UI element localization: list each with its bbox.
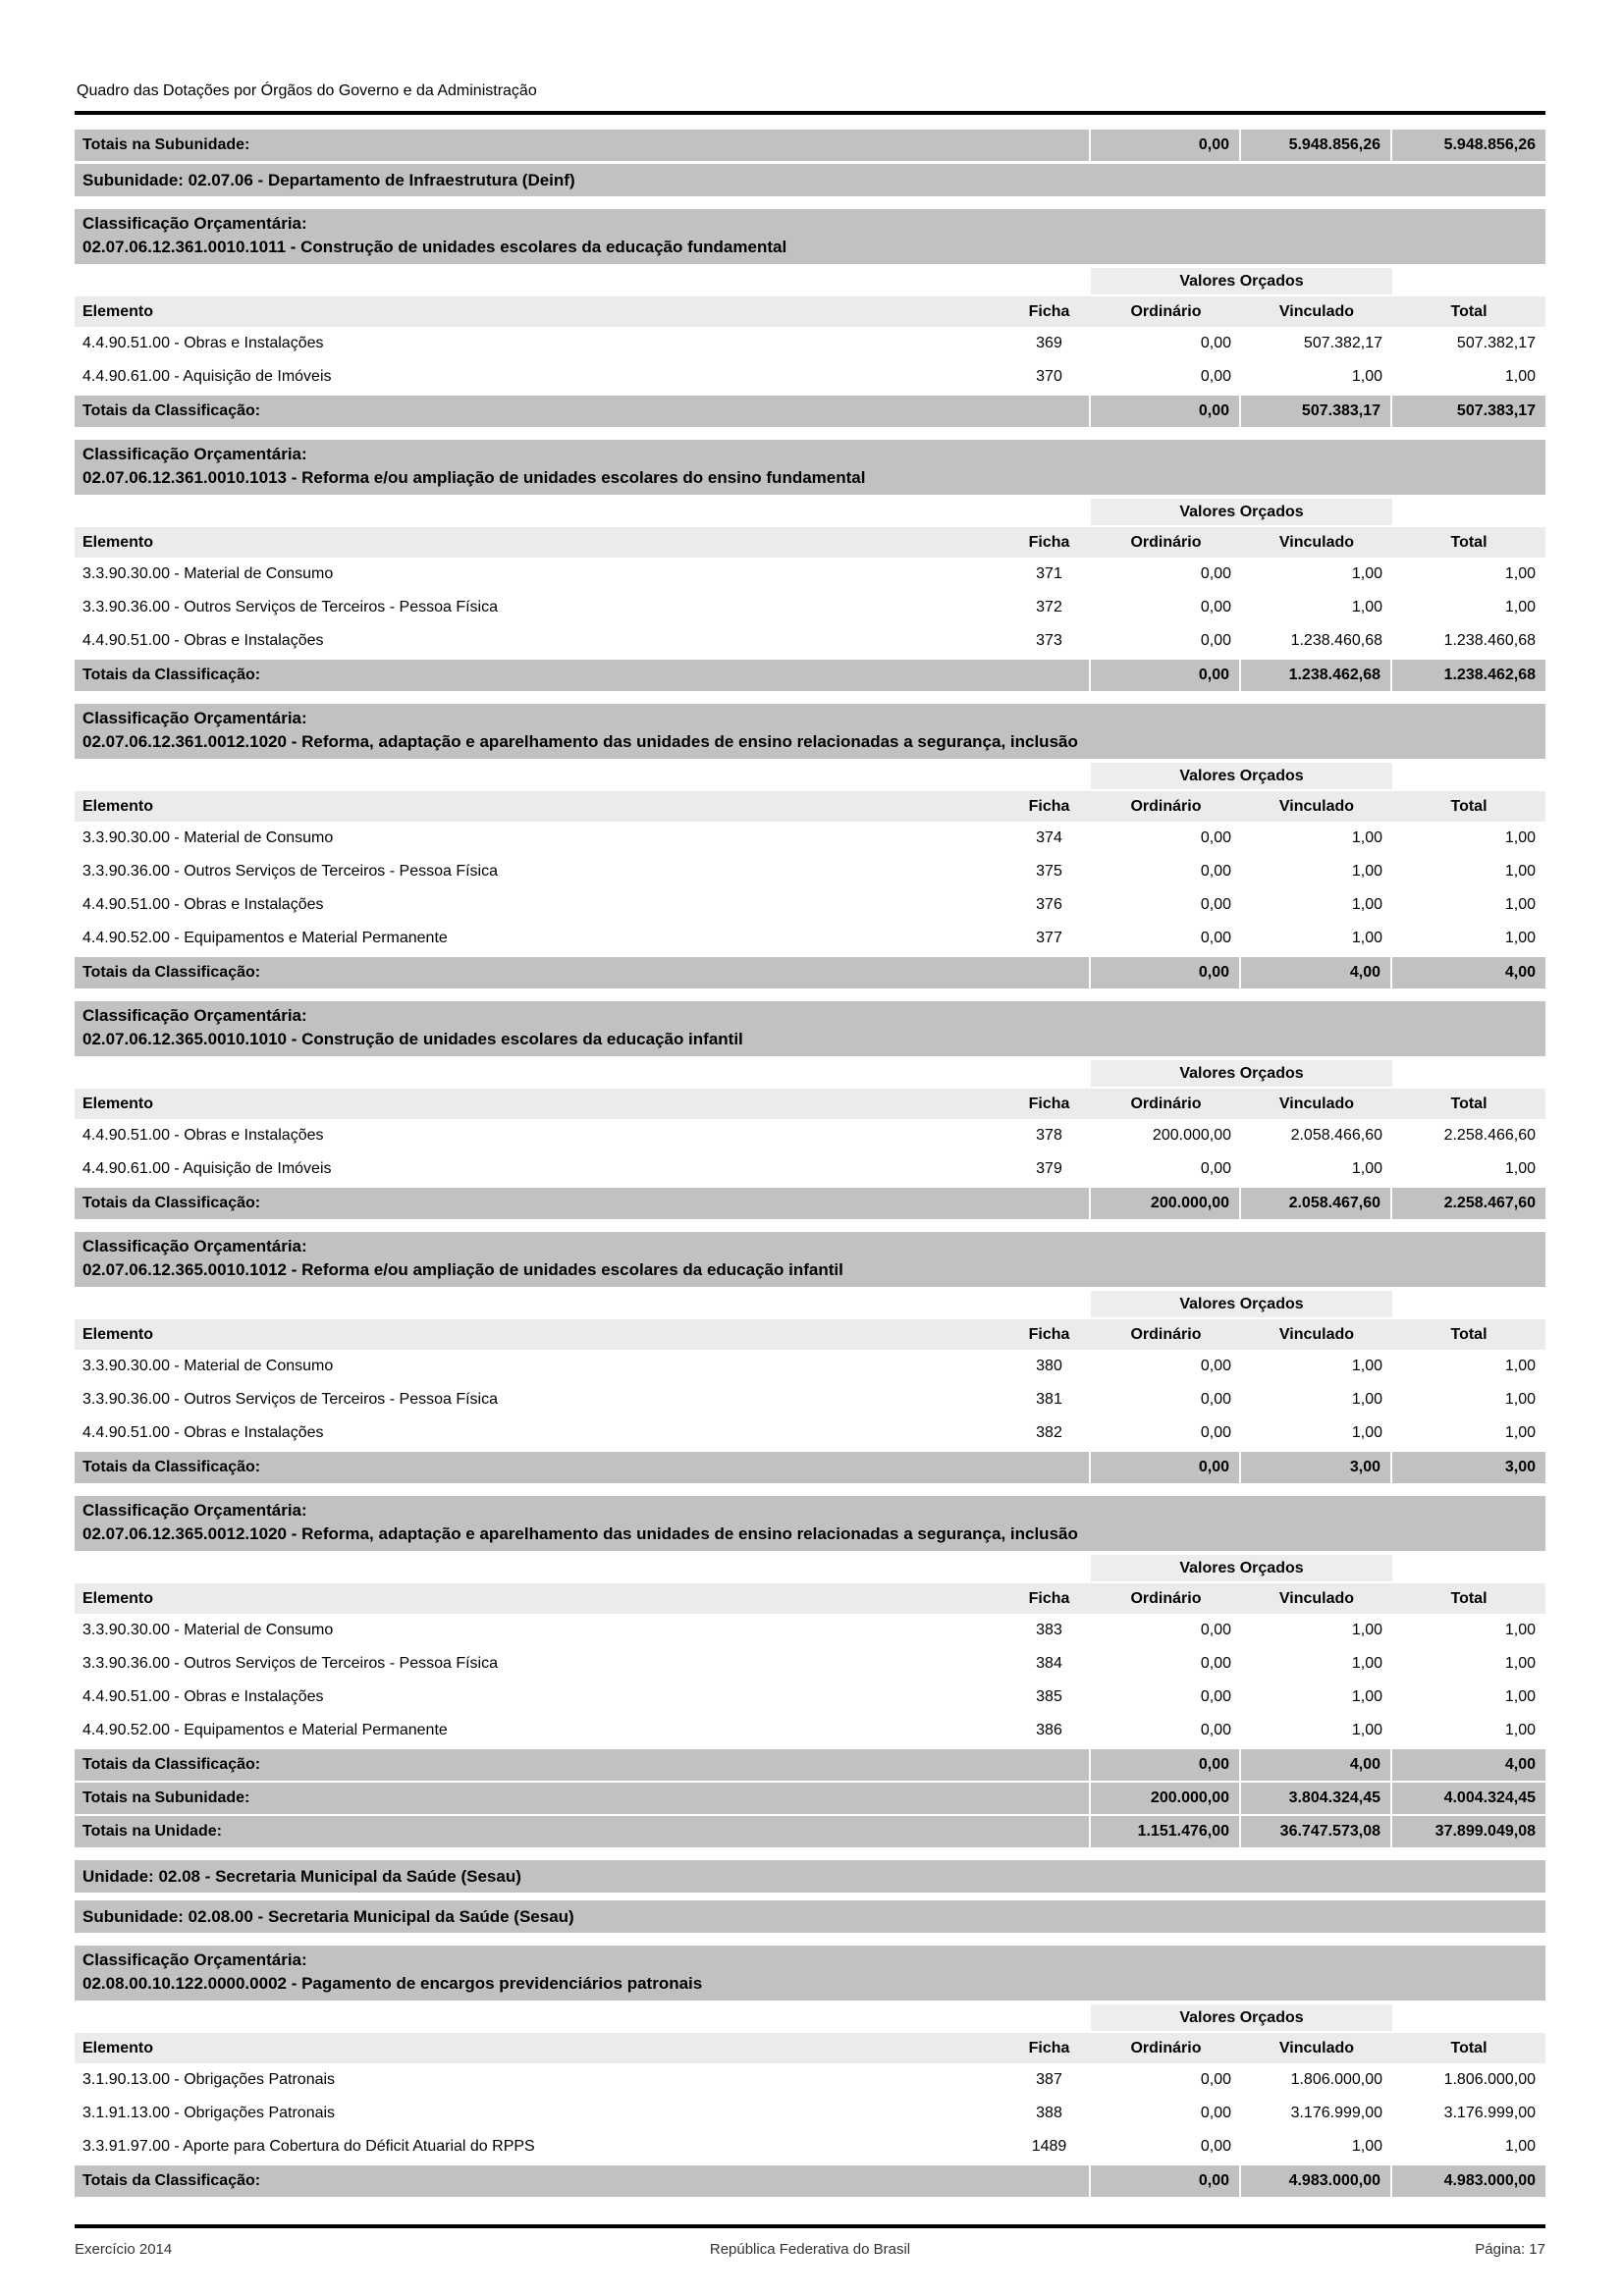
totals-total-value: 4.983.000,00 [1392, 2165, 1545, 2197]
totals-label: Totais da Classificação: [75, 1452, 1091, 1483]
ordinario-value: 0,00 [1200, 2071, 1231, 2088]
ficha-number: 384 [1036, 1655, 1062, 1672]
col-header-ordinario: Ordinário [1130, 303, 1202, 320]
total-value: 1,00 [1504, 863, 1536, 880]
totals-ordinario-value: 200.000,00 [1091, 1783, 1241, 1814]
classification-header [75, 1001, 1545, 1056]
totals-total-value: 3,00 [1392, 1452, 1545, 1483]
element-name: 3.3.90.36.00 - Outros Serviços de Terceiros - Pessoa Física [82, 1391, 499, 1408]
element-row [75, 822, 1545, 855]
classification-header [75, 1232, 1545, 1287]
totals-total-value: 4,00 [1392, 1749, 1545, 1781]
col-header-elemento: Elemento [82, 1326, 154, 1343]
classification-code-title: 02.07.06.12.365.0010.1012 - Reforma e/ou ampliação de unidades escolares da educação infantil [82, 1260, 843, 1279]
element-name: 3.3.90.30.00 - Material de Consumo [82, 829, 334, 846]
totals-total-value: 4,00 [1392, 957, 1545, 988]
ordinario-value: 0,00 [1200, 599, 1231, 615]
element-row [75, 1614, 1545, 1647]
ordinario-value: 0,00 [1200, 1391, 1231, 1408]
ordinario-value: 0,00 [1200, 1160, 1231, 1177]
element-name: 4.4.90.51.00 - Obras e Instalações [82, 1424, 324, 1441]
vinculado-value: 1,00 [1351, 2138, 1382, 2155]
totals-total-value: 5.948.856,26 [1392, 130, 1545, 161]
element-row [75, 1383, 1545, 1416]
footer-country: República Federativa do Brasil [709, 2241, 911, 2258]
section-title-bar: Subunidade: 02.08.00 - Secretaria Municipal da Saúde (Sesau) [75, 1900, 1545, 1933]
vinculado-value: 1,00 [1351, 1722, 1382, 1738]
totals-vinculado-value: 4,00 [1241, 1749, 1392, 1781]
totals-vinculado-value: 4,00 [1241, 957, 1392, 988]
vinculado-value: 1.238.460,68 [1290, 632, 1382, 649]
classification-block [75, 1232, 1545, 1483]
valores-orcados-band-row [75, 1555, 1545, 1581]
totals-vinculado-value: 2.058.467,60 [1241, 1188, 1392, 1219]
column-header-row [75, 791, 1545, 822]
vinculado-value: 1,00 [1351, 1358, 1382, 1374]
totals-ordinario-value: 0,00 [1091, 2165, 1241, 2197]
classification-header-label: Classificação Orçamentária: [82, 1006, 307, 1025]
col-header-total: Total [1450, 2040, 1488, 2056]
col-header-vinculado: Vinculado [1278, 1590, 1355, 1607]
col-header-ficha: Ficha [1028, 534, 1070, 551]
element-name: 3.1.91.13.00 - Obrigações Patronais [82, 2105, 336, 2121]
element-name: 4.4.90.51.00 - Obras e Instalações [82, 335, 324, 351]
ficha-number: 369 [1036, 335, 1062, 351]
valores-orcados-band: Valores Orçados [1091, 1060, 1392, 1087]
element-row [75, 2097, 1545, 2130]
col-header-elemento: Elemento [82, 1590, 154, 1607]
ordinario-value: 0,00 [1200, 930, 1231, 946]
classification-header-label: Classificação Orçamentária: [82, 1237, 307, 1255]
col-header-total: Total [1450, 1590, 1488, 1607]
ordinario-value: 0,00 [1200, 1622, 1231, 1638]
col-header-vinculado: Vinculado [1278, 2040, 1355, 2056]
vinculado-value: 2.058.466,60 [1290, 1127, 1382, 1144]
classification-header [75, 1946, 1545, 2001]
classification-block [75, 1001, 1545, 1219]
totals-vinculado-value: 3,00 [1241, 1452, 1392, 1483]
element-row [75, 558, 1545, 591]
ficha-number: 383 [1036, 1622, 1062, 1638]
total-value: 1,00 [1504, 1655, 1536, 1672]
vinculado-value: 1,00 [1351, 930, 1382, 946]
total-value: 1,00 [1504, 1424, 1536, 1441]
col-header-vinculado: Vinculado [1278, 303, 1355, 320]
totals-total-value: 4.004.324,45 [1392, 1783, 1545, 1814]
element-row [75, 360, 1545, 394]
ordinario-value: 0,00 [1200, 1655, 1231, 1672]
element-name: 3.3.90.36.00 - Outros Serviços de Terceiros - Pessoa Física [82, 863, 499, 880]
col-header-ficha: Ficha [1028, 1095, 1070, 1112]
element-name: 3.3.90.30.00 - Material de Consumo [82, 565, 334, 582]
totals-ordinario-value: 0,00 [1091, 396, 1241, 427]
column-header-row [75, 296, 1545, 327]
report-body [75, 128, 1545, 2197]
ficha-number: 376 [1036, 896, 1062, 913]
totals-ordinario-value: 0,00 [1091, 1749, 1241, 1781]
ficha-number: 379 [1036, 1160, 1062, 1177]
totals-label: Totais da Classificação: [75, 2165, 1091, 2197]
col-header-ficha: Ficha [1028, 303, 1070, 320]
ficha-number: 374 [1036, 829, 1062, 846]
total-value: 507.382,17 [1456, 335, 1536, 351]
valores-orcados-band-row [75, 268, 1545, 294]
classification-block [75, 704, 1545, 988]
col-header-elemento: Elemento [82, 534, 154, 551]
valores-orcados-band-row [75, 763, 1545, 789]
vinculado-value: 1,00 [1351, 1655, 1382, 1672]
total-value: 1,00 [1504, 1722, 1536, 1738]
total-value: 1.806.000,00 [1443, 2071, 1536, 2088]
element-row [75, 1119, 1545, 1152]
total-value: 3.176.999,00 [1443, 2105, 1536, 2121]
ficha-number: 371 [1036, 565, 1062, 582]
totals-row [75, 1749, 1545, 1781]
classification-header [75, 704, 1545, 759]
totals-row [75, 957, 1545, 988]
col-header-ficha: Ficha [1028, 1590, 1070, 1607]
footer-exercise-year: Exercício 2014 [75, 2241, 173, 2258]
classification-code-title: 02.07.06.12.361.0010.1011 - Construção de unidades escolares da educação fundamental [82, 238, 787, 256]
totals-label: Totais da Classificação: [75, 660, 1091, 691]
element-name: 3.3.91.97.00 - Aporte para Cobertura do Déficit Atuarial do RPPS [82, 2138, 535, 2155]
col-header-total: Total [1450, 798, 1488, 815]
classification-header-label: Classificação Orçamentária: [82, 1501, 307, 1520]
col-header-total: Total [1450, 1095, 1488, 1112]
valores-orcados-band-row [75, 2004, 1545, 2031]
valores-orcados-band-row [75, 499, 1545, 525]
vinculado-value: 1,00 [1351, 565, 1382, 582]
ordinario-value: 0,00 [1200, 335, 1231, 351]
element-row [75, 1152, 1545, 1186]
col-header-ordinario: Ordinário [1130, 798, 1202, 815]
element-name: 3.3.90.30.00 - Material de Consumo [82, 1358, 334, 1374]
valores-orcados-band: Valores Orçados [1091, 268, 1392, 294]
totals-row [75, 1452, 1545, 1483]
total-value: 1,00 [1504, 2138, 1536, 2155]
classification-header-label: Classificação Orçamentária: [82, 214, 307, 233]
element-name: 4.4.90.61.00 - Aquisição de Imóveis [82, 1160, 332, 1177]
element-name: 3.3.90.36.00 - Outros Serviços de Terceiros - Pessoa Física [82, 599, 499, 615]
vinculado-value: 3.176.999,00 [1290, 2105, 1382, 2121]
col-header-ordinario: Ordinário [1130, 1590, 1202, 1607]
col-header-elemento: Elemento [82, 1095, 154, 1112]
ficha-number: 382 [1036, 1424, 1062, 1441]
vinculado-value: 1,00 [1351, 896, 1382, 913]
vinculado-value: 1,00 [1351, 863, 1382, 880]
totals-ordinario-value: 0,00 [1091, 660, 1241, 691]
column-header-row [75, 2033, 1545, 2063]
valores-orcados-band-row [75, 1060, 1545, 1087]
classification-code-title: 02.08.00.10.122.0000.0002 - Pagamento de encargos previdenciários patronais [82, 1974, 703, 1993]
ordinario-value: 0,00 [1200, 829, 1231, 846]
valores-orcados-band: Valores Orçados [1091, 1291, 1392, 1317]
classification-header [75, 209, 1545, 264]
totals-row [75, 660, 1545, 691]
ficha-number: 1489 [1031, 2138, 1067, 2155]
totals-ordinario-value: 200.000,00 [1091, 1188, 1241, 1219]
ficha-number: 380 [1036, 1358, 1062, 1374]
col-header-ordinario: Ordinário [1130, 1326, 1202, 1343]
classification-block [75, 1496, 1545, 1781]
totals-total-value: 37.899.049,08 [1392, 1816, 1545, 1847]
total-value: 1,00 [1504, 829, 1536, 846]
total-value: 1,00 [1504, 565, 1536, 582]
element-row [75, 888, 1545, 922]
element-name: 4.4.90.61.00 - Aquisição de Imóveis [82, 368, 332, 385]
total-value: 1,00 [1504, 1622, 1536, 1638]
valores-orcados-band: Valores Orçados [1091, 2004, 1392, 2031]
ordinario-value: 0,00 [1200, 2138, 1231, 2155]
col-header-elemento: Elemento [82, 798, 154, 815]
element-row [75, 1647, 1545, 1681]
ordinario-value: 0,00 [1200, 896, 1231, 913]
classification-header-label: Classificação Orçamentária: [82, 445, 307, 463]
element-row [75, 855, 1545, 888]
col-header-elemento: Elemento [82, 2040, 154, 2056]
footer-rule [75, 2224, 1545, 2228]
valores-orcados-band-row [75, 1291, 1545, 1317]
ficha-number: 378 [1036, 1127, 1062, 1144]
classification-header-label: Classificação Orçamentária: [82, 709, 307, 727]
totals-label: Totais da Classificação: [75, 396, 1091, 427]
totals-vinculado-value: 4.983.000,00 [1241, 2165, 1392, 2197]
element-row [75, 591, 1545, 624]
totals-ordinario-value: 0,00 [1091, 1452, 1241, 1483]
ordinario-value: 0,00 [1200, 565, 1231, 582]
element-row [75, 922, 1545, 955]
totals-ordinario-value: 0,00 [1091, 130, 1241, 161]
totals-row [75, 2165, 1545, 2197]
element-row [75, 1714, 1545, 1747]
totals-label: Totais na Subunidade: [75, 130, 1091, 161]
section-title-bar: Unidade: 02.08 - Secretaria Municipal da Saúde (Sesau) [75, 1860, 1545, 1893]
element-row [75, 2130, 1545, 2163]
total-value: 1,00 [1504, 368, 1536, 385]
vinculado-value: 1,00 [1351, 829, 1382, 846]
ordinario-value: 0,00 [1200, 1688, 1231, 1705]
valores-orcados-band: Valores Orçados [1091, 499, 1392, 525]
totals-row [75, 1188, 1545, 1219]
col-header-vinculado: Vinculado [1278, 1095, 1355, 1112]
classification-header [75, 440, 1545, 495]
col-header-ficha: Ficha [1028, 2040, 1070, 2056]
total-value: 1,00 [1504, 1358, 1536, 1374]
classification-block [75, 209, 1545, 427]
totals-vinculado-value: 5.948.856,26 [1241, 130, 1392, 161]
ordinario-value: 0,00 [1200, 1424, 1231, 1441]
col-header-ordinario: Ordinário [1130, 2040, 1202, 2056]
page-footer [75, 2241, 1545, 2258]
classification-code-title: 02.07.06.12.361.0010.1013 - Reforma e/ou ampliação de unidades escolares do ensino fundamental [82, 468, 866, 487]
ficha-number: 386 [1036, 1722, 1062, 1738]
col-header-vinculado: Vinculado [1278, 534, 1355, 551]
ficha-number: 377 [1036, 930, 1062, 946]
vinculado-value: 1,00 [1351, 368, 1382, 385]
footer-page-number: Página: 17 [1475, 2241, 1545, 2258]
classification-code-title: 02.07.06.12.361.0012.1020 - Reforma, adaptação e aparelhamento das unidades de ensino relacionadas a segurança, inclusão [82, 732, 1078, 751]
ficha-number: 381 [1036, 1391, 1062, 1408]
element-row [75, 327, 1545, 360]
total-value: 1,00 [1504, 1688, 1536, 1705]
col-header-total: Total [1450, 534, 1488, 551]
ficha-number: 387 [1036, 2071, 1062, 2088]
classification-block [75, 1946, 1545, 2197]
total-value: 1,00 [1504, 599, 1536, 615]
totals-ordinario-value: 1.151.476,00 [1091, 1816, 1241, 1847]
col-header-vinculado: Vinculado [1278, 798, 1355, 815]
valores-orcados-band: Valores Orçados [1091, 763, 1392, 789]
element-name: 3.1.90.13.00 - Obrigações Patronais [82, 2071, 336, 2088]
col-header-vinculado: Vinculado [1278, 1326, 1355, 1343]
ficha-number: 373 [1036, 632, 1062, 649]
totals-row [75, 396, 1545, 427]
col-header-ordinario: Ordinário [1130, 1095, 1202, 1112]
col-header-ficha: Ficha [1028, 1326, 1070, 1343]
totals-vinculado-value: 36.747.573,08 [1241, 1816, 1392, 1847]
vinculado-value: 1.806.000,00 [1290, 2071, 1382, 2088]
vinculado-value: 1,00 [1351, 1622, 1382, 1638]
totals-vinculado-value: 3.804.324,45 [1241, 1783, 1392, 1814]
totals-row [75, 1816, 1545, 1847]
col-header-ordinario: Ordinário [1130, 534, 1202, 551]
valores-orcados-band: Valores Orçados [1091, 1555, 1392, 1581]
total-value: 1,00 [1504, 896, 1536, 913]
ordinario-value: 0,00 [1200, 368, 1231, 385]
totals-total-value: 1.238.462,68 [1392, 660, 1545, 691]
element-name: 4.4.90.51.00 - Obras e Instalações [82, 632, 324, 649]
totals-label: Totais da Classificação: [75, 1749, 1091, 1781]
ficha-number: 385 [1036, 1688, 1062, 1705]
totals-total-value: 507.383,17 [1392, 396, 1545, 427]
vinculado-value: 1,00 [1351, 1424, 1382, 1441]
total-value: 2.258.466,60 [1443, 1127, 1536, 1144]
col-header-elemento: Elemento [82, 303, 154, 320]
totals-label: Totais da Classificação: [75, 1188, 1091, 1219]
element-row [75, 1350, 1545, 1383]
element-name: 4.4.90.51.00 - Obras e Instalações [82, 1127, 324, 1144]
vinculado-value: 1,00 [1351, 599, 1382, 615]
vinculado-value: 1,00 [1351, 1391, 1382, 1408]
element-name: 3.3.90.30.00 - Material de Consumo [82, 1622, 334, 1638]
classification-header [75, 1496, 1545, 1551]
vinculado-value: 1,00 [1351, 1160, 1382, 1177]
ficha-number: 388 [1036, 2105, 1062, 2121]
ordinario-value: 0,00 [1200, 863, 1231, 880]
classification-block [75, 440, 1545, 691]
ordinario-value: 0,00 [1200, 1722, 1231, 1738]
col-header-total: Total [1450, 303, 1488, 320]
ordinario-value: 200.000,00 [1152, 1127, 1231, 1144]
col-header-total: Total [1450, 1326, 1488, 1343]
column-header-row [75, 1319, 1545, 1350]
column-header-row [75, 1089, 1545, 1119]
totals-ordinario-value: 0,00 [1091, 957, 1241, 988]
totals-vinculado-value: 507.383,17 [1241, 396, 1392, 427]
totals-label: Totais na Unidade: [75, 1816, 1091, 1847]
element-name: 4.4.90.51.00 - Obras e Instalações [82, 896, 324, 913]
section-title-bar: Subunidade: 02.07.06 - Departamento de Infraestrutura (Deinf) [75, 164, 1545, 196]
total-value: 1,00 [1504, 1160, 1536, 1177]
ficha-number: 372 [1036, 599, 1062, 615]
ficha-number: 375 [1036, 863, 1062, 880]
classification-header-label: Classificação Orçamentária: [82, 1950, 307, 1969]
column-header-row [75, 1583, 1545, 1614]
header-rule [75, 111, 1545, 115]
element-name: 4.4.90.51.00 - Obras e Instalações [82, 1688, 324, 1705]
page-title: Quadro das Dotações por Órgãos do Governo e da Administração [77, 82, 537, 99]
element-row [75, 624, 1545, 658]
column-header-row [75, 527, 1545, 558]
totals-row [75, 130, 1545, 161]
ordinario-value: 0,00 [1200, 2105, 1231, 2121]
total-value: 1,00 [1504, 1391, 1536, 1408]
totals-vinculado-value: 1.238.462,68 [1241, 660, 1392, 691]
totals-label: Totais na Subunidade: [75, 1783, 1091, 1814]
element-row [75, 2063, 1545, 2097]
col-header-ficha: Ficha [1028, 798, 1070, 815]
element-row [75, 1416, 1545, 1450]
totals-total-value: 2.258.467,60 [1392, 1188, 1545, 1219]
total-value: 1.238.460,68 [1443, 632, 1536, 649]
classification-code-title: 02.07.06.12.365.0012.1020 - Reforma, adaptação e aparelhamento das unidades de ensino relacionadas a segurança, inclusão [82, 1524, 1078, 1543]
element-name: 3.3.90.36.00 - Outros Serviços de Terceiros - Pessoa Física [82, 1655, 499, 1672]
element-name: 4.4.90.52.00 - Equipamentos e Material Permanente [82, 930, 448, 946]
totals-row [75, 1783, 1545, 1814]
element-row [75, 1681, 1545, 1714]
totals-label: Totais da Classificação: [75, 957, 1091, 988]
ordinario-value: 0,00 [1200, 1358, 1231, 1374]
total-value: 1,00 [1504, 930, 1536, 946]
ordinario-value: 0,00 [1200, 632, 1231, 649]
ficha-number: 370 [1036, 368, 1062, 385]
vinculado-value: 507.382,17 [1303, 335, 1382, 351]
vinculado-value: 1,00 [1351, 1688, 1382, 1705]
element-name: 4.4.90.52.00 - Equipamentos e Material Permanente [82, 1722, 448, 1738]
classification-code-title: 02.07.06.12.365.0010.1010 - Construção de unidades escolares da educação infantil [82, 1030, 743, 1048]
